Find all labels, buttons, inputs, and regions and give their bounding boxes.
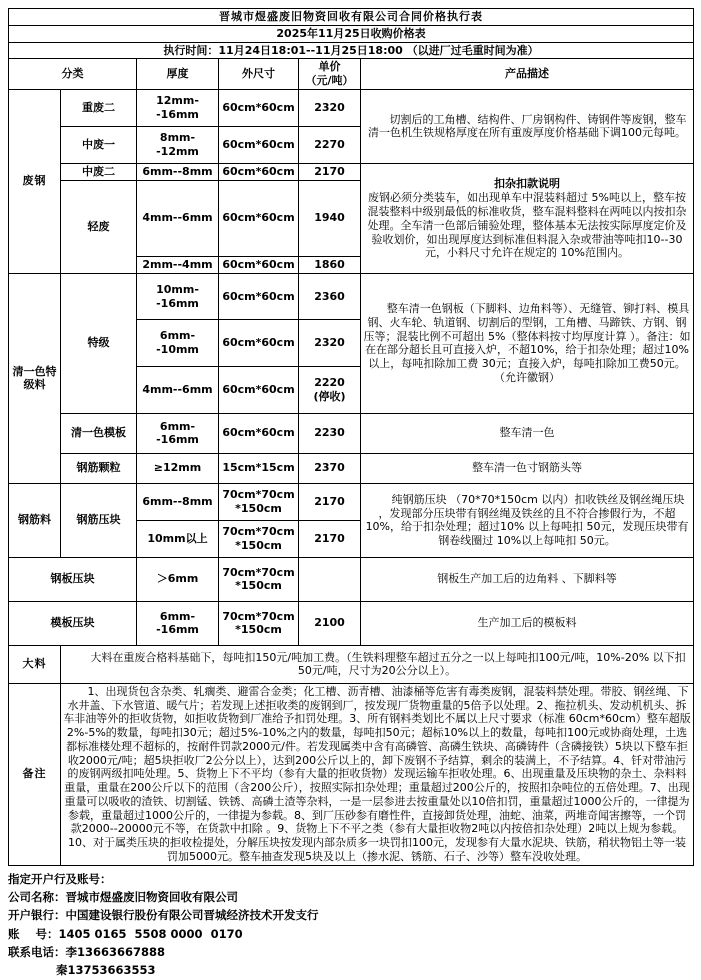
table-row bbox=[9, 273, 694, 320]
row-size: 60cm*60cm bbox=[219, 257, 299, 274]
row-thickness: 4mm--6mm bbox=[137, 180, 219, 257]
desc-teji: 整车清一色钢板（下脚料、边角料等）、无缝管、铆打料、模具钢、火车轮、轨道钢、切割后的型钢，工角槽、马蹄铁、方钢、钢压等；混装比例不可超出 5%（整体料按寸均厚度计算 ）。备注：如在在部分超长且可直接入炉，不超10%，给于扣杂处理；超过10%以上，每吨扣除加工费 30元；直接入炉，每吨扣除加工费50元。（允许徽钢） bbox=[361, 273, 694, 413]
row-price bbox=[299, 557, 361, 601]
row-desc: 钢板生产加工后的边角料 、下脚料等 bbox=[361, 557, 694, 601]
row-price: 2100 bbox=[299, 601, 361, 645]
row-price: 2320 bbox=[299, 320, 361, 367]
row-price bbox=[299, 367, 361, 414]
row-thickness: 8mm--12mm bbox=[137, 126, 219, 163]
row-size: 60cm*60cm bbox=[219, 89, 299, 126]
beizhu-row bbox=[9, 683, 694, 865]
row-price: 2320 bbox=[299, 89, 361, 126]
row-price-value: 2220 bbox=[314, 376, 345, 390]
row-thickness: ≥12mm bbox=[137, 453, 219, 483]
row-price: 1860 bbox=[299, 257, 361, 274]
row-size: 60cm*60cm bbox=[219, 126, 299, 163]
desc-gangjin: 纯钢筋压块 （70*70*150cm 以内）扣收铁丝及钢丝绳压块 ，发现部分压块带有钢丝绳及铁丝的且不符合掺假行为，不超10%，给于扣杂处理；超过10% 以上每吨扣 50元，发现压块带有钢卷线圈过 10%以上每吨扣 50元。 bbox=[361, 483, 694, 557]
row-size: 60cm*60cm bbox=[219, 413, 299, 453]
row-desc: 生产加工后的模板料 bbox=[361, 601, 694, 645]
row-price: 2370 bbox=[299, 453, 361, 483]
row-size: 60cm*60cm bbox=[219, 163, 299, 180]
row-name: 重废二 bbox=[61, 89, 137, 126]
footer-bank-info bbox=[8, 870, 693, 980]
execution-time: 执行时间：11月24日18:01--11月25日18:00 （以进厂过毛重时间为准） bbox=[9, 42, 694, 59]
footer-line-4: 账 号：1405 0165 5508 0000 0170 bbox=[8, 926, 243, 941]
subtitle-row bbox=[9, 25, 694, 42]
row-thickness: 10mm--16mm bbox=[137, 273, 219, 320]
row-size: 60cm*60cm bbox=[219, 273, 299, 320]
row-size: 70cm*70cm *150cm bbox=[219, 520, 299, 557]
row-price: 1940 bbox=[299, 180, 361, 257]
row-size: 70cm*70cm *150cm bbox=[219, 557, 299, 601]
footer-line-5: 联系电话：李13663667888 bbox=[8, 945, 166, 960]
table-row bbox=[9, 601, 694, 645]
daliao-row bbox=[9, 645, 694, 683]
row-name: 钢筋压块 bbox=[61, 483, 137, 557]
column-header-row bbox=[9, 59, 694, 90]
row-desc: 整车清一色 bbox=[361, 413, 694, 453]
row-size: 60cm*60cm bbox=[219, 320, 299, 367]
col-price-label: 单价 bbox=[318, 60, 341, 74]
row-price-note: (停收) bbox=[313, 389, 346, 403]
group-daliao: 大料 bbox=[9, 645, 61, 683]
row-size: 15cm*15cm bbox=[219, 453, 299, 483]
desc-koukou bbox=[361, 163, 694, 273]
table-row bbox=[9, 483, 694, 520]
group-teji: 清一色特级料 bbox=[9, 273, 61, 483]
row-thickness: 6mm--16mm bbox=[137, 413, 219, 453]
row-size: 70cm*70cm *150cm bbox=[219, 601, 299, 645]
row-name: 钢板压块 bbox=[9, 557, 137, 601]
row-thickness: 6mm--10mm bbox=[137, 320, 219, 367]
row-price: 2170 bbox=[299, 520, 361, 557]
table-row bbox=[9, 89, 694, 126]
daliao-text: 大料在重废合格料基础下，每吨扣150元/吨加工费。（生铁料理整车超过五分之一以上每吨扣100元/吨，10%-20% 以下扣50元/吨，尺寸为20公分以上）。 bbox=[61, 645, 694, 683]
beizhu-text: 1、出现货包含杂类、轧瘸类、避雷合金类；化工槽、沥青槽、油漆桶等危害有毒类废钢，混装料禁处理。带胶、钢丝绳、下水井盖、下水管道、暖气片；若发现上述拒收类的废钢到厂，按发现厂货物重量的5倍予以处理。2、拖拉机头、发动机机头、拆车非油等外的拒收货物，如拒收货物到厂准给予扣罚处理。3、所有钢料类划比不属以上尺寸要求（标准 60cm*60cm）整车超版2%-5%的数量，每吨扣30元；超过5%-10%之内的数量，每吨扣50元；超标10%以上的数量，每吨扣100元或协商处理，土选都标准楼处理不超标的，按耐件罚款2000元/件。若发现属类中含有高磷管、高磷生铁块、高磷铸件（含磷接铁）5块以下整车拒收2000元/吨；超5块拒收厂2公分以上），达到200公斤以上的，卸下废钢不予结算，剩余的装满上，不予结算。4、钎对带油污的废钢两级扣吨处理。5、货物上下不平均（参有大量的拒收货物）发现运输车拒收处理。6、出现重量及压块物的杂土、杂料料重量，重量在200公斤以下的范围（含200公斤），按照实际扣杂处理；重量超过200公斤的，按照扣杂吨位的五倍处理。7、出现重量可以吸收的渣铁、切割锰、铁锈、高磷土渣等杂料，一是一层参进去按重量处以10倍扣罚，重量超过1000公斤的，一律提为参载，重量超过1000公斤的，一律提为参载。8、到厂压砂参有磨性件，直接卸货处理，油蛇、油菜，两堆奇闻害擦等，一个罚款2000--20000元不等，在货款中扣除 。9、货物上下不平之类（参有大量拒收物2吨以内按倍扣杂处理）2吨以上规为参载。10、对于属类压块的拒收检提处，分解压块按发现内部杂质多一块罚扣100元，发现参有大量水泥块、铁筋，稍状物铝土等一装罚加5000元。整车抽查发现5块及以上（掺水泥、锈筋、石子、沙等）整车没收处理。 bbox=[61, 683, 694, 865]
row-name: 模板压块 bbox=[9, 601, 137, 645]
row-name: 中废二 bbox=[61, 163, 137, 180]
row-thickness: 6mm--16mm bbox=[137, 601, 219, 645]
row-thickness: 6mm--8mm bbox=[137, 163, 219, 180]
title-row bbox=[9, 9, 694, 26]
row-thickness: 12mm--16mm bbox=[137, 89, 219, 126]
desc-zhongfei: 切割后的工角槽、结构件、厂房钢构件、铸钢件等废钢，整车清一色机生铁规格厚度在所有重废厚度价格基础下调100元每吨。 bbox=[361, 89, 694, 163]
row-thickness: 6mm--8mm bbox=[137, 483, 219, 520]
row-name: 轻废 bbox=[61, 180, 137, 273]
col-price-unit: （元/吨） bbox=[305, 74, 354, 87]
table-row bbox=[9, 163, 694, 180]
table-row bbox=[9, 453, 694, 483]
footer-line-1: 指定开户行及账号： bbox=[8, 871, 112, 886]
row-desc: 整车清一色寸钢筋头等 bbox=[361, 453, 694, 483]
footer-line-2: 公司名称：晋城市煜盛废旧物资回收有限公司 bbox=[8, 889, 238, 904]
page-title: 晋城市煜盛废旧物资回收有限公司合同价格执行表 bbox=[9, 9, 694, 26]
table-row bbox=[9, 557, 694, 601]
footer-line-6: 秦13753663553 bbox=[8, 963, 156, 978]
desc-koukou-title: 扣杂扣款说明 bbox=[494, 176, 561, 190]
row-price: 2360 bbox=[299, 273, 361, 320]
row-thickness: 4mm--6mm bbox=[137, 367, 219, 414]
desc-koukou-body: 废钢必须分类装车，如出现单车中混装料超过 5%吨以上，整车按混装整料中级别最低的标准收货，整车混料整料在两吨以内按扣杂处理。全车清一色部后铺验处理，整体基本无法按实际厚度定价及验收划价，如出现厚度达到标准但料混入杂或带油等吨扣10--30元，小料尺寸允许在规定的 10%范围内。 bbox=[367, 191, 687, 260]
row-thickness: ＞6mm bbox=[137, 557, 219, 601]
row-price: 2170 bbox=[299, 163, 361, 180]
row-price: 2230 bbox=[299, 413, 361, 453]
table-row bbox=[9, 413, 694, 453]
row-price: 2170 bbox=[299, 483, 361, 520]
row-name: 清一色模板 bbox=[61, 413, 137, 453]
row-size: 60cm*60cm bbox=[219, 367, 299, 414]
footer-line-3: 开户银行：中国建设银行股份有限公司晋城经济技术开发支行 bbox=[8, 908, 319, 923]
row-name: 特级 bbox=[61, 273, 137, 413]
row-size: 70cm*70cm *150cm bbox=[219, 483, 299, 520]
time-row bbox=[9, 42, 694, 59]
col-thickness: 厚度 bbox=[137, 59, 219, 90]
col-size: 外尺寸 bbox=[219, 59, 299, 90]
main-table bbox=[8, 8, 694, 866]
subtitle: 2025年11月25日收购价格表 bbox=[9, 25, 694, 42]
group-gangjin: 钢筋料 bbox=[9, 483, 61, 557]
row-thickness: 10mm以上 bbox=[137, 520, 219, 557]
col-price bbox=[299, 59, 361, 90]
group-feigang: 废钢 bbox=[9, 89, 61, 273]
row-name: 钢筋颗粒 bbox=[61, 453, 137, 483]
group-beizhu: 备注 bbox=[9, 683, 61, 865]
row-thickness: 2mm--4mm bbox=[137, 257, 219, 274]
col-description: 产品描述 bbox=[361, 59, 694, 90]
row-name: 中废一 bbox=[61, 126, 137, 163]
row-size: 60cm*60cm bbox=[219, 180, 299, 257]
col-category: 分类 bbox=[9, 59, 137, 90]
row-price: 2270 bbox=[299, 126, 361, 163]
